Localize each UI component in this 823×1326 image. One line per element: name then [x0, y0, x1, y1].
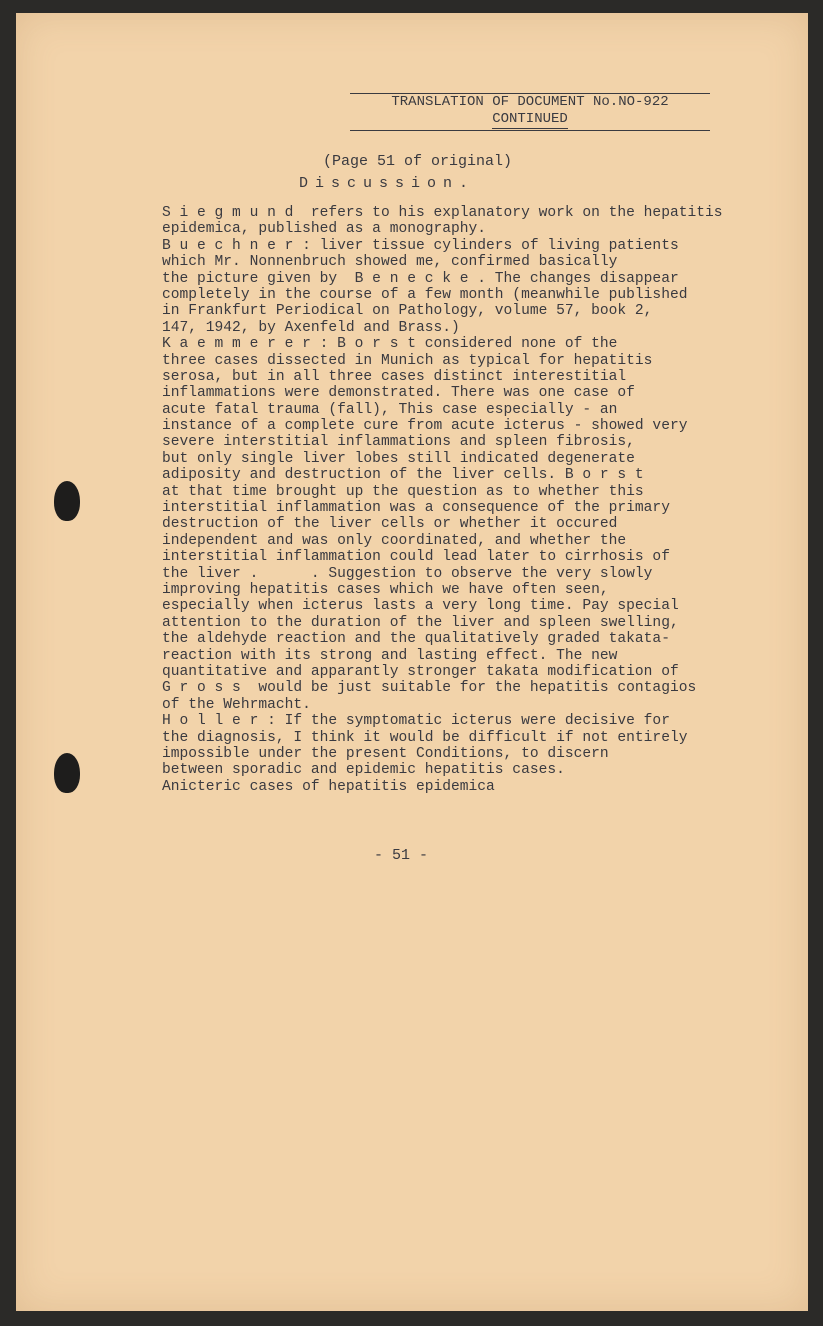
body-line: in Frankfurt Periodical on Pathology, volume 57, book 2, — [162, 303, 653, 320]
body-line: quantitative and apparantly stronger takata modification of — [162, 663, 679, 680]
body-line: improving hepatitis cases which we have often seen, — [162, 581, 609, 598]
original-page-reference: (Page 51 of original) — [323, 153, 513, 170]
body-line: adiposity and destruction of the liver cells. B o r s t — [162, 467, 644, 484]
body-line: H o l l e r : If the symptomatic icterus were decisive for — [162, 713, 670, 730]
document-body — [162, 205, 772, 795]
document-header — [350, 93, 710, 131]
body-line: Anicteric cases of hepatitis epidemica — [162, 778, 495, 795]
body-line: which Mr. Nonnenbruch showed me, confirmed basically — [162, 254, 618, 271]
body-line: the picture given by B e n e c k e . The changes disappear — [162, 270, 679, 287]
body-line: the liver . . Suggestion to observe the very slowly — [162, 565, 653, 582]
punch-hole — [54, 753, 80, 793]
body-line: at that time brought up the question as to whether this — [162, 483, 644, 500]
section-title: Discussion. — [299, 175, 476, 192]
body-line: reaction with its strong and lasting effect. The new — [162, 647, 618, 664]
body-line: epidemica, published as a monography. — [162, 221, 487, 238]
header-rule-bottom — [350, 130, 710, 131]
body-line: severe interstitial inflammations and spleen fibrosis, — [162, 434, 635, 451]
body-line: attention to the duration of the liver and spleen swelling, — [162, 614, 679, 631]
body-line: interstitial inflammation was a consequence of the primary — [162, 500, 670, 517]
body-line: interstitial inflammation could lead later to cirrhosis of — [162, 549, 670, 566]
punch-hole — [54, 481, 80, 521]
body-line: serosa, but in all three cases distinct interestitial — [162, 368, 627, 385]
body-line: destruction of the liver cells or whether it occured — [162, 516, 618, 533]
page-number: - 51 - — [374, 847, 429, 864]
body-line: inflammations were demonstrated. There was one case of — [162, 385, 635, 402]
body-line: especially when icterus lasts a very long time. Pay special — [162, 598, 679, 615]
body-line: instance of a complete cure from acute icterus - showed very — [162, 418, 688, 435]
body-line: impossible under the present Conditions, to discern — [162, 745, 609, 762]
body-line: three cases dissected in Munich as typical for hepatitis — [162, 352, 653, 369]
body-line: of the Wehrmacht. — [162, 696, 311, 713]
body-line: but only single liver lobes still indicated degenerate — [162, 450, 635, 467]
header-continued: CONTINUED — [492, 111, 568, 127]
header-continued-wrap — [350, 111, 710, 128]
body-line: B u e c h n e r : liver tissue cylinders of living patients — [162, 237, 679, 254]
body-line: the aldehyde reaction and the qualitatively graded takata- — [162, 631, 670, 648]
header-title: TRANSLATION OF DOCUMENT No.NO-922 — [391, 94, 669, 110]
body-line: between sporadic and epidemic hepatitis cases. — [162, 762, 565, 779]
body-line: G r o s s would be just suitable for the hepatitis contagios — [162, 680, 697, 697]
body-line: 147, 1942, by Axenfeld and Brass.) — [162, 319, 460, 336]
body-line: independent and was only coordinated, and whether the — [162, 532, 627, 549]
body-line: acute fatal trauma (fall), This case especially - an — [162, 401, 618, 418]
body-line: S i e g m u n d refers to his explanatory work on the hepatitis — [162, 205, 723, 221]
body-line: K a e m m e r e r : B o r s t considered none of the — [162, 336, 618, 353]
body-line: the diagnosis, I think it would be difficult if not entirely — [162, 729, 688, 746]
body-line: completely in the course of a few month (meanwhile published — [162, 286, 688, 303]
